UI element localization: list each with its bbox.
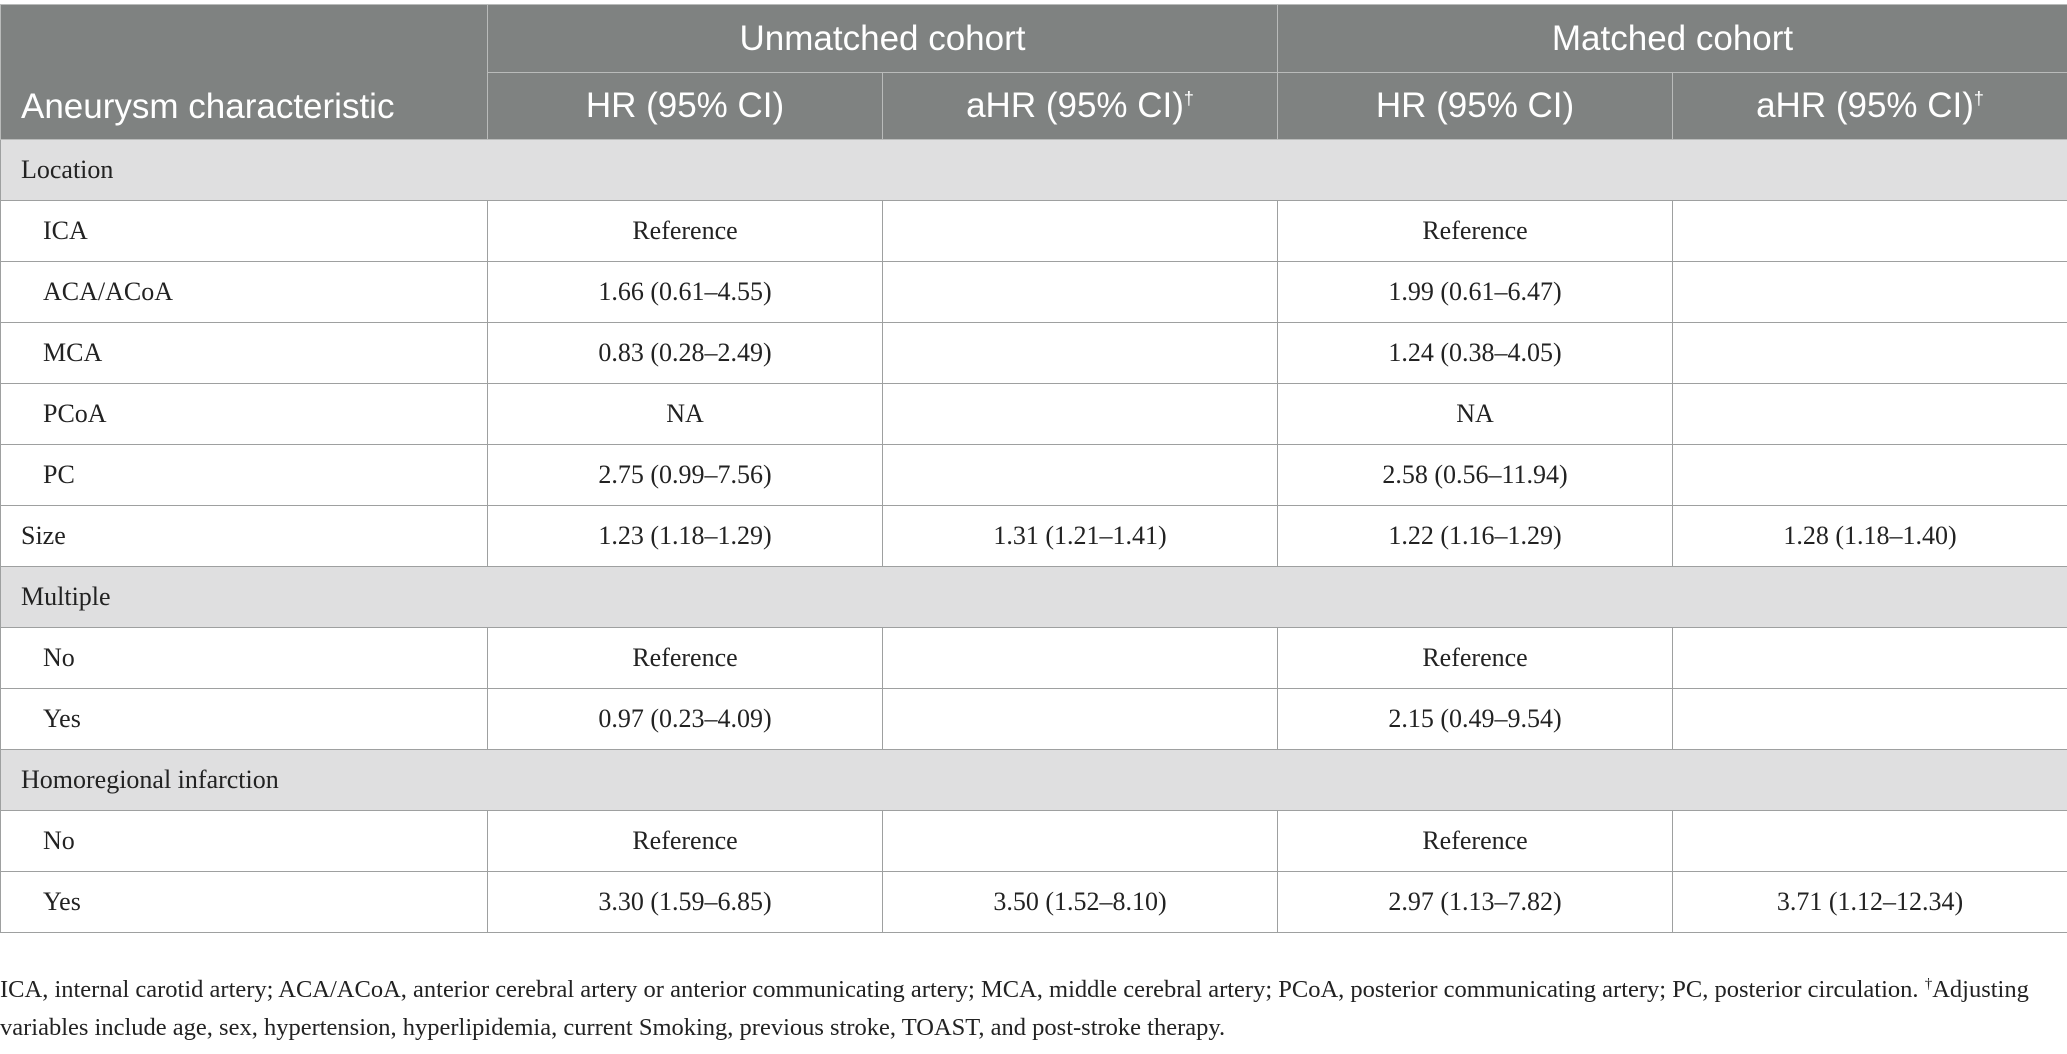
group-row [1, 567, 2067, 628]
unmatched-hr-cell: Reference [488, 201, 883, 262]
unmatched-ahr-header: aHR (95% CI)† [883, 73, 1278, 140]
unmatched-ahr-cell [883, 384, 1278, 445]
table-row [1, 384, 2067, 445]
unmatched-hr-header: HR (95% CI) [488, 73, 883, 140]
matched-ahr-cell [1673, 628, 2067, 689]
row-label: Yes [1, 872, 488, 933]
row-label-header: Aneurysm characteristic [1, 5, 488, 140]
unmatched-hr-cell: 0.97 (0.23–4.09) [488, 689, 883, 750]
matched-ahr-cell: 3.71 (1.12–12.34) [1673, 872, 2067, 933]
unmatched-ahr-cell: 3.50 (1.52–8.10) [883, 872, 1278, 933]
unmatched-ahr-cell [883, 201, 1278, 262]
row-label: PC [1, 445, 488, 506]
group-label: Multiple [1, 567, 2067, 628]
table-container [0, 4, 2067, 933]
matched-ahr-cell: 1.28 (1.18–1.40) [1673, 506, 2067, 567]
matched-ahr-cell [1673, 384, 2067, 445]
matched-hr-cell: NA [1278, 384, 1673, 445]
unmatched-hr-cell: 3.30 (1.59–6.85) [488, 872, 883, 933]
unmatched-ahr-cell [883, 262, 1278, 323]
matched-ahr-cell [1673, 445, 2067, 506]
matched-hr-cell: Reference [1278, 628, 1673, 689]
unmatched-hr-cell: Reference [488, 811, 883, 872]
unmatched-hr-cell: 2.75 (0.99–7.56) [488, 445, 883, 506]
matched-ahr-cell [1673, 689, 2067, 750]
table-row [1, 445, 2067, 506]
row-label: Yes [1, 689, 488, 750]
unmatched-hr-cell: 1.66 (0.61–4.55) [488, 262, 883, 323]
matched-ahr-cell [1673, 262, 2067, 323]
matched-hr-cell: 1.99 (0.61–6.47) [1278, 262, 1673, 323]
matched-hr-cell: 1.22 (1.16–1.29) [1278, 506, 1673, 567]
unmatched-cohort-header: Unmatched cohort [488, 5, 1278, 73]
matched-ahr-header: aHR (95% CI)† [1673, 73, 2067, 140]
row-label: ACA/ACoA [1, 262, 488, 323]
matched-ahr-cell [1673, 811, 2067, 872]
table-row [1, 811, 2067, 872]
unmatched-hr-cell: 0.83 (0.28–2.49) [488, 323, 883, 384]
unmatched-ahr-cell [883, 323, 1278, 384]
matched-hr-cell: Reference [1278, 201, 1673, 262]
matched-hr-cell: 1.24 (0.38–4.05) [1278, 323, 1673, 384]
row-label: No [1, 628, 488, 689]
unmatched-ahr-cell [883, 811, 1278, 872]
unmatched-hr-cell: 1.23 (1.18–1.29) [488, 506, 883, 567]
table-row [1, 628, 2067, 689]
unmatched-ahr-cell: 1.31 (1.21–1.41) [883, 506, 1278, 567]
table-row [1, 323, 2067, 384]
matched-ahr-cell [1673, 323, 2067, 384]
matched-cohort-header: Matched cohort [1278, 5, 2067, 73]
table-row [1, 506, 2067, 567]
matched-hr-cell: 2.58 (0.56–11.94) [1278, 445, 1673, 506]
unmatched-hr-cell: Reference [488, 628, 883, 689]
group-row [1, 750, 2067, 811]
matched-ahr-cell [1673, 201, 2067, 262]
matched-hr-header: HR (95% CI) [1278, 73, 1673, 140]
matched-hr-cell: Reference [1278, 811, 1673, 872]
hazard-ratio-table [0, 4, 2067, 933]
table-footnote [0, 971, 2040, 1047]
unmatched-ahr-cell [883, 689, 1278, 750]
row-label: Size [1, 506, 488, 567]
unmatched-ahr-cell [883, 445, 1278, 506]
table-row [1, 201, 2067, 262]
footnote-abbreviations: ICA, internal carotid artery; ACA/ACoA, anterior cerebral artery or anterior communicating artery; MCA, middle cerebral artery; PCoA, posterior communicating artery; PC, posterior circulation. [0, 976, 1925, 1003]
group-label: Location [1, 140, 2067, 201]
matched-hr-cell: 2.97 (1.13–7.82) [1278, 872, 1673, 933]
table-row [1, 872, 2067, 933]
unmatched-ahr-cell [883, 628, 1278, 689]
row-label: MCA [1, 323, 488, 384]
row-label: ICA [1, 201, 488, 262]
table-row [1, 689, 2067, 750]
table-row [1, 262, 2067, 323]
group-label: Homoregional infarction [1, 750, 2067, 811]
row-label: PCoA [1, 384, 488, 445]
footnote-mark: † [1924, 975, 1933, 992]
group-row [1, 140, 2067, 201]
unmatched-hr-cell: NA [488, 384, 883, 445]
table-header [1, 5, 2067, 140]
footnote-adjusting: Adjusting variables include age, sex, hypertension, hyperlipidemia, current Smoking, previous stroke, TOAST, and post-stroke therapy. [0, 976, 2029, 1041]
table-body [1, 140, 2067, 933]
row-label: No [1, 811, 488, 872]
matched-hr-cell: 2.15 (0.49–9.54) [1278, 689, 1673, 750]
